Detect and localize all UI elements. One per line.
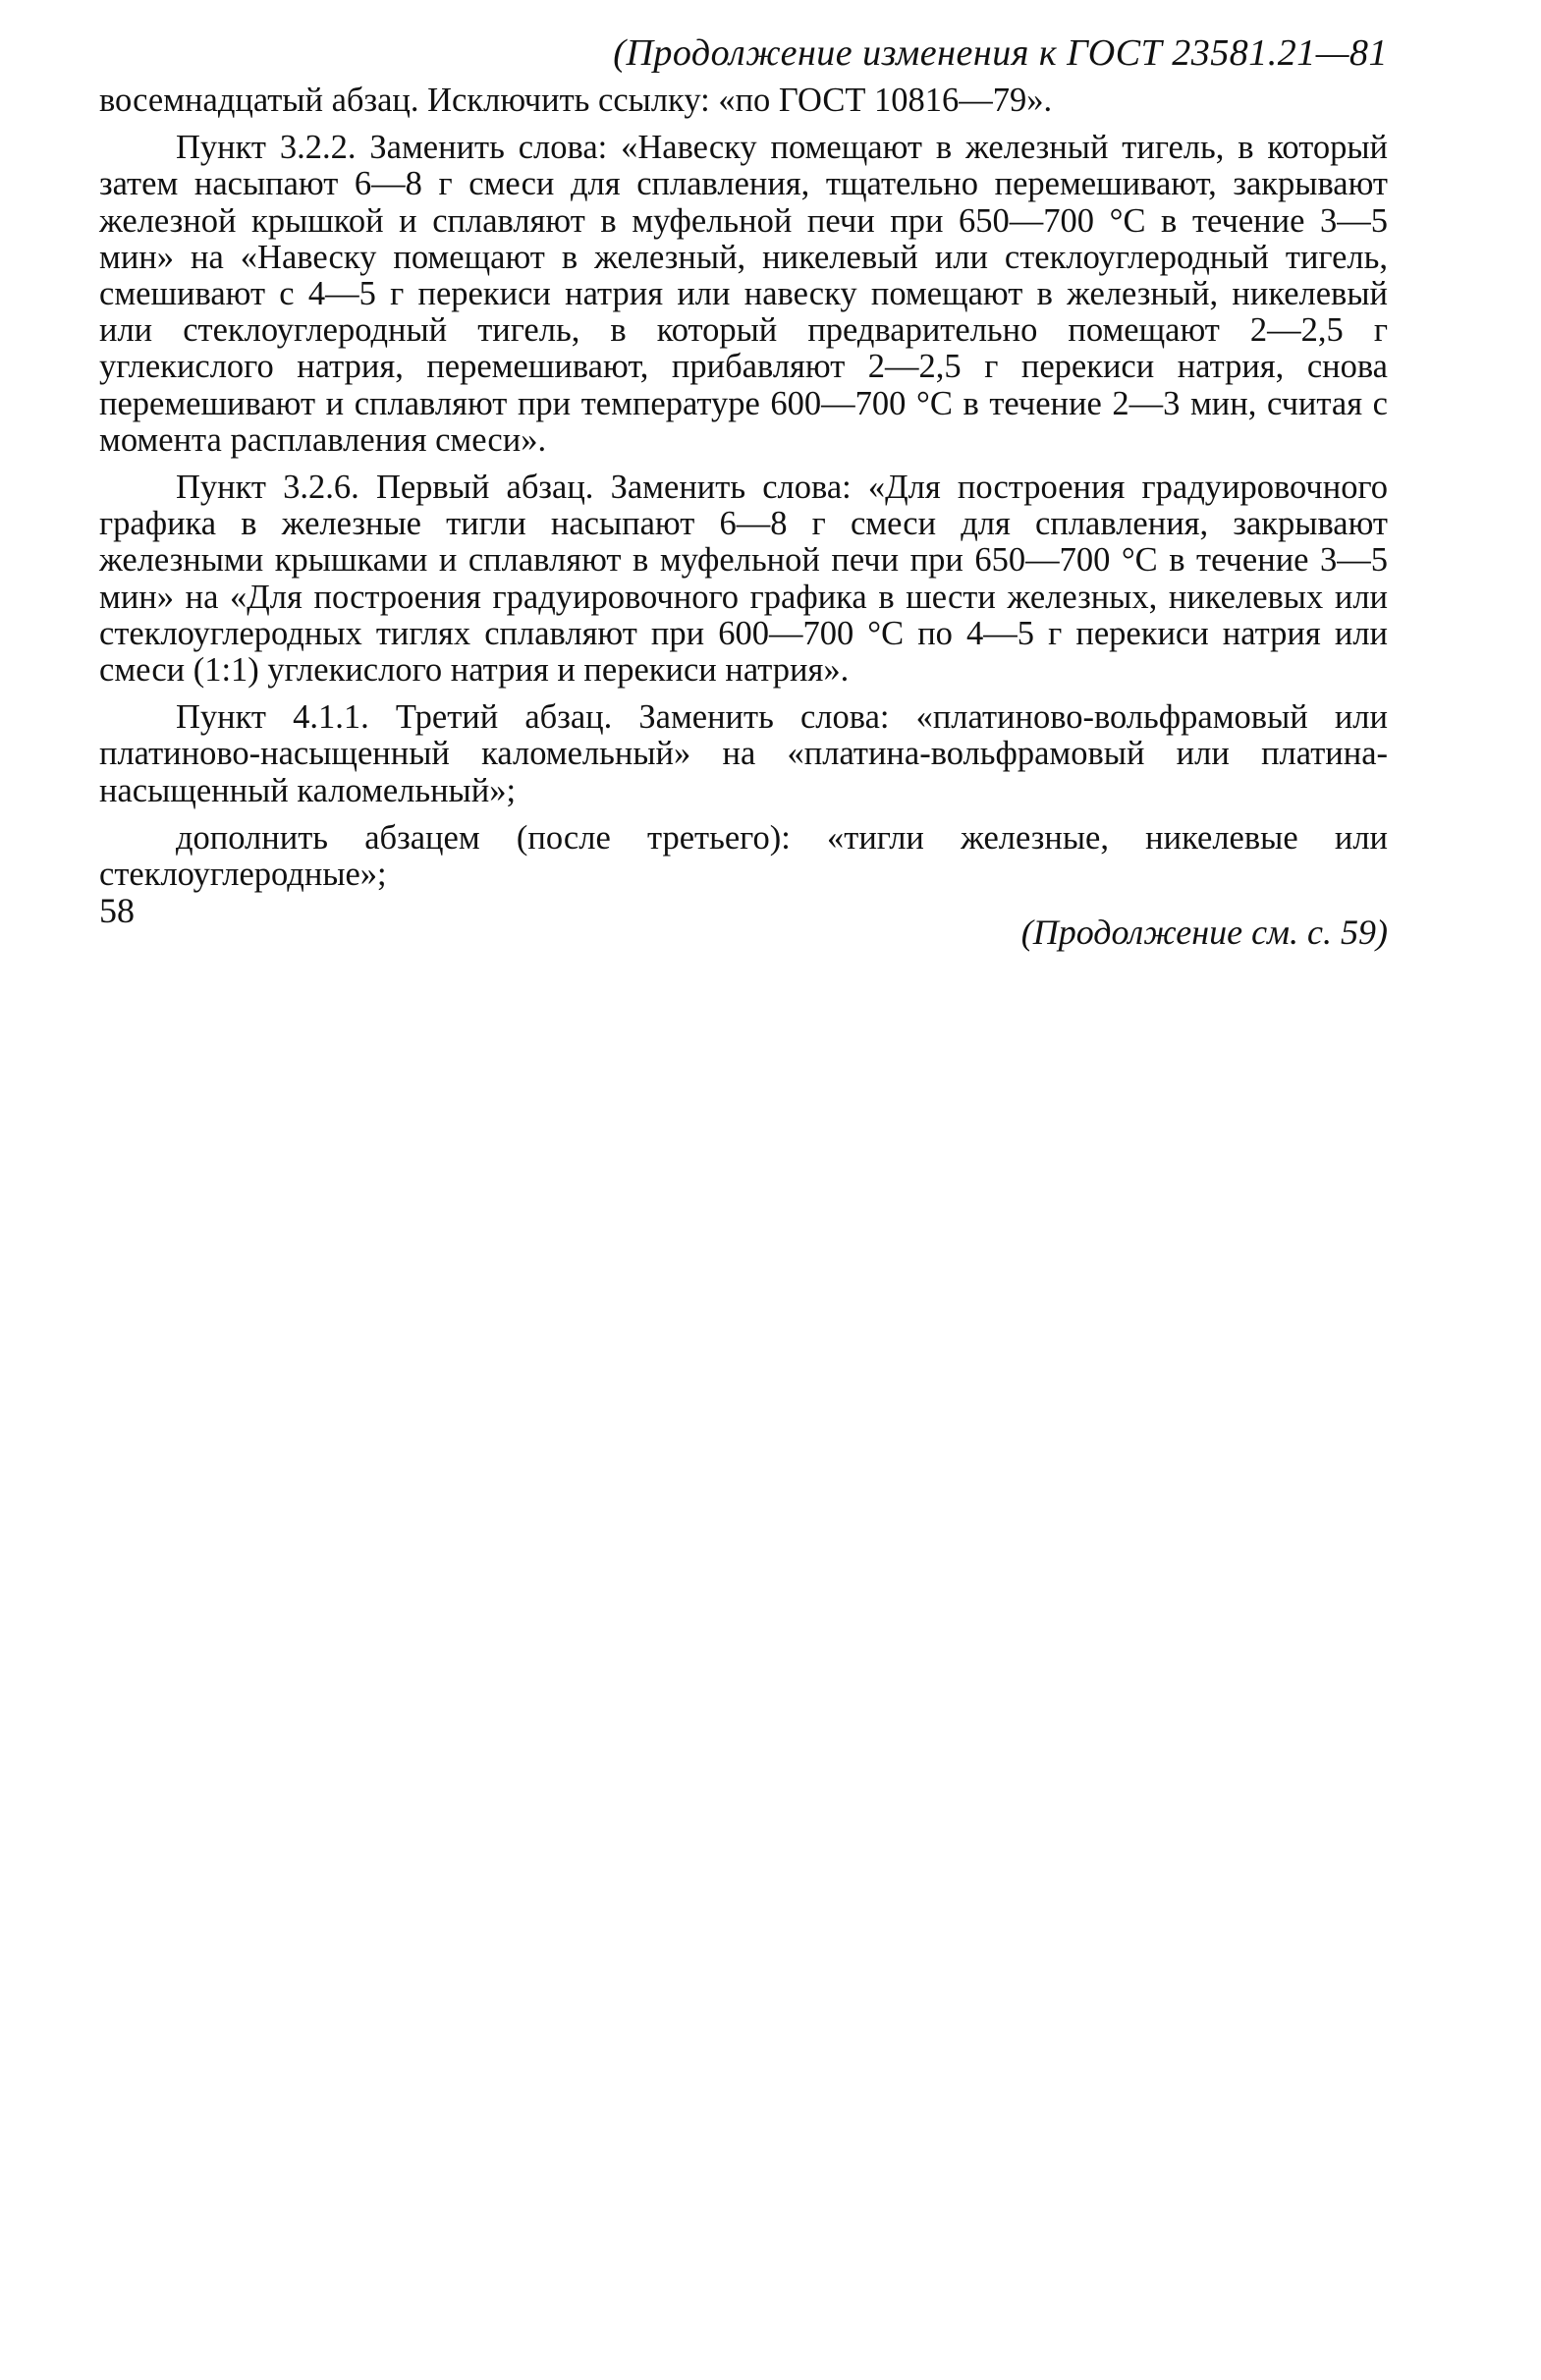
paragraph-5: дополнить абзацем (после третьего): «тигли железные, никелевые или стеклоуглеродные»; bbox=[99, 818, 1388, 894]
running-header: (Продолжение изменения к ГОСТ 23581.21—81 bbox=[613, 32, 1388, 74]
paragraph-4: Пункт 4.1.1. Третий абзац. Заменить слова: «платиново-вольфрамовый или платиново-насыщенный каломельный» на «платина-вольфрамовый или платина-насыщенный каломельный»; bbox=[99, 698, 1388, 809]
paragraph-2: Пункт 3.2.2. Заменить слова: «Навеску помещают в железный тигель, в который затем насыпают 6—8 г смеси для сплавления, тщательно перемешивают, закрывают железной крышкой и сплавляют в муфельной печи при 650—700 °С в течение 3—5 мин» на «Навеску помещают в железный, никелевый или стеклоуглеродный тигель, смешивают с 4—5 г перекиси натрия или навеску помещают в железный, никелевый или стеклоуглеродный тигель, в который предварительно помещают 2—2,5 г углекислого натрия, перемешивают, прибавляют 2—2,5 г перекиси натрия, снова перемешивают и сплавляют при температуре 600—700 °С в течение 2—3 мин, считая с момента расплавления смеси». bbox=[99, 129, 1388, 459]
paragraph-3: Пункт 3.2.6. Первый абзац. Заменить слова: «Для построения градуировочного графика в железные тигли насыпают 6—8 г смеси для сплавления, закрывают железными крышками и сплавляют в муфельной печи при 650—700 °С в течение 3—5 мин» на «Для построения градуировочного графика в шести железных, никелевых или стеклоуглеродных тиглях сплавляют при 600—700 °С по 4—5 г перекиси натрия или смеси (1:1) углекислого натрия и перекиси натрия». bbox=[99, 469, 1388, 690]
document-page bbox=[99, 29, 1388, 954]
page-number: 58 bbox=[99, 891, 135, 930]
paragraph-1: восемнадцатый абзац. Исключить ссылку: «по ГОСТ 10816—79». bbox=[99, 82, 1053, 119]
continuation-note: (Продолжение см. с. 59) bbox=[1020, 913, 1388, 953]
